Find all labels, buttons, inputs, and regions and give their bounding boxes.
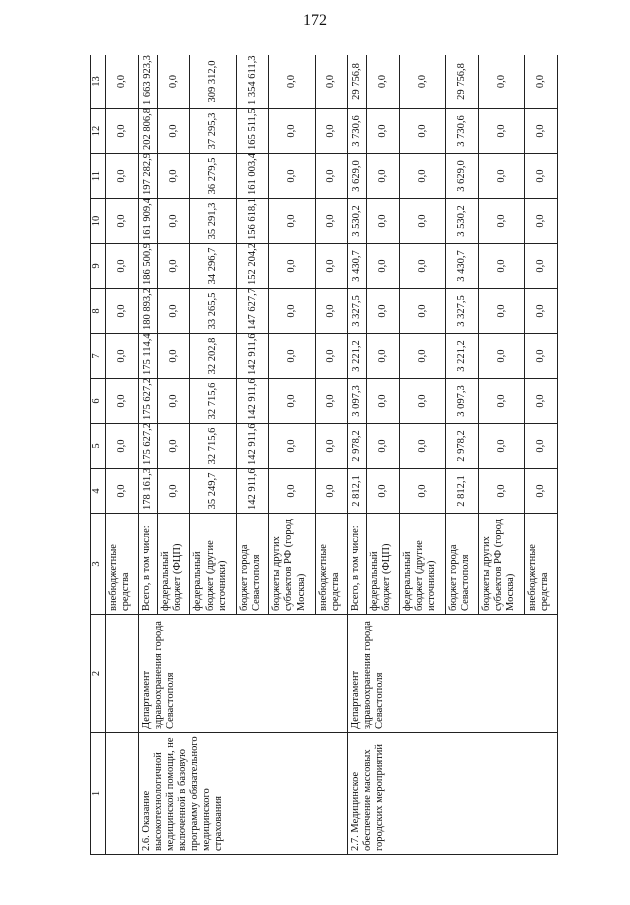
value-cell: 34 296,7: [190, 244, 236, 289]
value-cell: 0,0: [157, 244, 190, 289]
value-cell: 0,0: [525, 154, 558, 199]
value-cell: 1 663 923,3: [138, 55, 157, 109]
rotated-table-area: [90, 55, 558, 855]
value-cell: 35 249,7: [190, 469, 236, 514]
value-cell: 0,0: [478, 199, 524, 244]
value-cell: 0,0: [400, 244, 446, 289]
source-label: федеральный бюджет (ФЦП): [157, 514, 190, 615]
value-cell: 32 202,8: [190, 334, 236, 379]
value-cell: 161 909,4: [138, 199, 157, 244]
col-header: 1: [91, 733, 106, 855]
value-cell: 3 430,7: [348, 244, 367, 289]
value-cell: 2 978,2: [348, 424, 367, 469]
source-label: бюджет города Севастополя: [236, 514, 269, 615]
col-header: 7: [91, 334, 106, 379]
value-cell: 0,0: [157, 55, 190, 109]
value-cell: 3 530,2: [348, 199, 367, 244]
value-cell: 202 806,8: [138, 109, 157, 154]
cell-empty: [106, 733, 139, 855]
value-cell: 3 730,6: [348, 109, 367, 154]
value-cell: 3 629,0: [348, 154, 367, 199]
col-header: 4: [91, 469, 106, 514]
value-cell: 142 911,6: [236, 469, 269, 514]
value-cell: 3 730,6: [446, 109, 479, 154]
page-number: 172: [303, 12, 327, 29]
value-cell: 0,0: [367, 109, 400, 154]
table-row: [348, 55, 367, 855]
col-header: 6: [91, 379, 106, 424]
source-label: федеральный бюджет (другие источники): [190, 514, 236, 615]
table-row: [106, 55, 139, 855]
col-header: 9: [91, 244, 106, 289]
value-cell: 0,0: [315, 469, 348, 514]
value-cell: 0,0: [367, 289, 400, 334]
value-cell: 175 627,2: [138, 424, 157, 469]
value-cell: 0,0: [315, 199, 348, 244]
value-cell: 0,0: [315, 154, 348, 199]
value-cell: 0,0: [525, 55, 558, 109]
value-cell: 0,0: [157, 424, 190, 469]
value-cell: 0,0: [269, 289, 315, 334]
value-cell: 0,0: [478, 154, 524, 199]
source-label: Всего, в том числе:: [348, 514, 367, 615]
rotated-table-wrapper: [90, 55, 558, 855]
value-cell: 35 291,3: [190, 199, 236, 244]
value-cell: 161 003,4: [236, 154, 269, 199]
value-cell: 0,0: [525, 379, 558, 424]
col-header: 13: [91, 55, 106, 109]
value-cell: 3 097,3: [446, 379, 479, 424]
value-cell: 178 161,3: [138, 469, 157, 514]
value-cell: 0,0: [315, 379, 348, 424]
value-cell: 33 265,5: [190, 289, 236, 334]
value-cell: 0,0: [157, 154, 190, 199]
value-cell: 152 204,2: [236, 244, 269, 289]
value-cell: 3 097,3: [348, 379, 367, 424]
value-cell: 0,0: [525, 244, 558, 289]
value-cell: 0,0: [106, 379, 139, 424]
value-cell: 0,0: [315, 289, 348, 334]
value-cell: 0,0: [400, 379, 446, 424]
value-cell: 0,0: [400, 154, 446, 199]
col-header: 12: [91, 109, 106, 154]
value-cell: 175 627,2: [138, 379, 157, 424]
col-header: 3: [91, 514, 106, 615]
value-cell: 142 911,6: [236, 379, 269, 424]
value-cell: 0,0: [269, 154, 315, 199]
value-cell: 0,0: [525, 289, 558, 334]
value-cell: 0,0: [269, 244, 315, 289]
measure-title: 2.6. Оказание высокотехнологичной медицинской помощи, не включенной в базовую программу обязательного медицинского страхования: [138, 733, 348, 855]
value-cell: 37 295,3: [190, 109, 236, 154]
value-cell: 0,0: [315, 334, 348, 379]
cell-empty: [106, 615, 139, 733]
value-cell: 32 715,6: [190, 424, 236, 469]
executor-name: Департамент здравоохранения города Севастополя: [348, 615, 558, 733]
value-cell: 2 812,1: [348, 469, 367, 514]
value-cell: 0,0: [525, 199, 558, 244]
value-cell: 0,0: [478, 109, 524, 154]
value-cell: 0,0: [315, 244, 348, 289]
value-cell: 3 530,2: [446, 199, 479, 244]
value-cell: 0,0: [269, 55, 315, 109]
value-cell: 29 756,8: [348, 55, 367, 109]
value-cell: 0,0: [400, 469, 446, 514]
value-cell: 180 893,2: [138, 289, 157, 334]
value-cell: 0,0: [106, 334, 139, 379]
value-cell: 186 500,9: [138, 244, 157, 289]
source-label: Всего, в том числе:: [138, 514, 157, 615]
value-cell: 0,0: [478, 55, 524, 109]
value-cell: 197 282,9: [138, 154, 157, 199]
value-cell: 0,0: [478, 379, 524, 424]
value-cell: 142 911,6: [236, 424, 269, 469]
value-cell: 0,0: [367, 199, 400, 244]
value-cell: 0,0: [367, 424, 400, 469]
value-cell: 0,0: [367, 154, 400, 199]
source-label: внебюджетные средства: [106, 514, 139, 615]
value-cell: 0,0: [478, 424, 524, 469]
value-cell: 0,0: [269, 109, 315, 154]
value-cell: 0,0: [525, 424, 558, 469]
value-cell: 0,0: [525, 469, 558, 514]
value-cell: 309 312,0: [190, 55, 236, 109]
value-cell: 0,0: [106, 55, 139, 109]
value-cell: 0,0: [157, 109, 190, 154]
value-cell: 0,0: [315, 55, 348, 109]
value-cell: 0,0: [157, 289, 190, 334]
value-cell: 0,0: [106, 244, 139, 289]
source-label: внебюджетные средства: [315, 514, 348, 615]
value-cell: 2 978,2: [446, 424, 479, 469]
value-cell: 3 629,0: [446, 154, 479, 199]
value-cell: 0,0: [157, 334, 190, 379]
value-cell: 147 627,7: [236, 289, 269, 334]
value-cell: 29 756,8: [446, 55, 479, 109]
value-cell: 0,0: [478, 289, 524, 334]
value-cell: 0,0: [400, 199, 446, 244]
value-cell: 0,0: [106, 289, 139, 334]
value-cell: 0,0: [106, 469, 139, 514]
value-cell: 3 327,5: [348, 289, 367, 334]
col-header: 10: [91, 199, 106, 244]
value-cell: 0,0: [269, 424, 315, 469]
value-cell: 0,0: [315, 109, 348, 154]
value-cell: 156 618,1: [236, 199, 269, 244]
source-label: федеральный бюджет (ФЦП): [367, 514, 400, 615]
value-cell: 0,0: [157, 379, 190, 424]
value-cell: 0,0: [157, 469, 190, 514]
value-cell: 0,0: [478, 469, 524, 514]
value-cell: 2 812,1: [446, 469, 479, 514]
value-cell: 3 221,2: [446, 334, 479, 379]
value-cell: 0,0: [315, 424, 348, 469]
column-number-row: [91, 55, 106, 855]
source-label: бюджет города Севастополя: [446, 514, 479, 615]
col-header: 5: [91, 424, 106, 469]
value-cell: 3 430,7: [446, 244, 479, 289]
table-row: [138, 55, 157, 855]
value-cell: 3 221,2: [348, 334, 367, 379]
value-cell: 0,0: [367, 244, 400, 289]
value-cell: 0,0: [367, 55, 400, 109]
value-cell: 0,0: [367, 334, 400, 379]
value-cell: 0,0: [367, 469, 400, 514]
source-label: федеральный бюджет (другие источники): [400, 514, 446, 615]
value-cell: 0,0: [269, 469, 315, 514]
value-cell: 0,0: [367, 379, 400, 424]
value-cell: 0,0: [400, 109, 446, 154]
value-cell: 0,0: [106, 109, 139, 154]
value-cell: 3 327,5: [446, 289, 479, 334]
value-cell: 0,0: [106, 424, 139, 469]
value-cell: 0,0: [400, 424, 446, 469]
value-cell: 0,0: [478, 244, 524, 289]
source-label: бюджеты других субъектов РФ (город Москва): [478, 514, 524, 615]
source-label: внебюджетные средства: [525, 514, 558, 615]
value-cell: 0,0: [525, 334, 558, 379]
col-header: 8: [91, 289, 106, 334]
value-cell: 165 511,5: [236, 109, 269, 154]
value-cell: 0,0: [400, 55, 446, 109]
value-cell: 0,0: [269, 334, 315, 379]
value-cell: 175 114,4: [138, 334, 157, 379]
funding-table: [90, 55, 558, 855]
value-cell: 0,0: [400, 289, 446, 334]
value-cell: 0,0: [269, 199, 315, 244]
col-header: 2: [91, 615, 106, 733]
value-cell: 0,0: [525, 109, 558, 154]
table-body: [106, 55, 558, 855]
value-cell: 142 911,6: [236, 334, 269, 379]
value-cell: 1 354 611,3: [236, 55, 269, 109]
col-header: 11: [91, 154, 106, 199]
value-cell: 0,0: [157, 199, 190, 244]
value-cell: 0,0: [106, 199, 139, 244]
value-cell: 0,0: [106, 154, 139, 199]
source-label: бюджеты других субъектов РФ (город Москва): [269, 514, 315, 615]
value-cell: 32 715,6: [190, 379, 236, 424]
measure-title: 2.7. Медицинское обеспечение массовых городских мероприятий: [348, 733, 558, 855]
value-cell: 0,0: [400, 334, 446, 379]
executor-name: Департамент здравоохранения города Севастополя: [138, 615, 348, 733]
value-cell: 0,0: [478, 334, 524, 379]
value-cell: 36 279,5: [190, 154, 236, 199]
value-cell: 0,0: [269, 379, 315, 424]
